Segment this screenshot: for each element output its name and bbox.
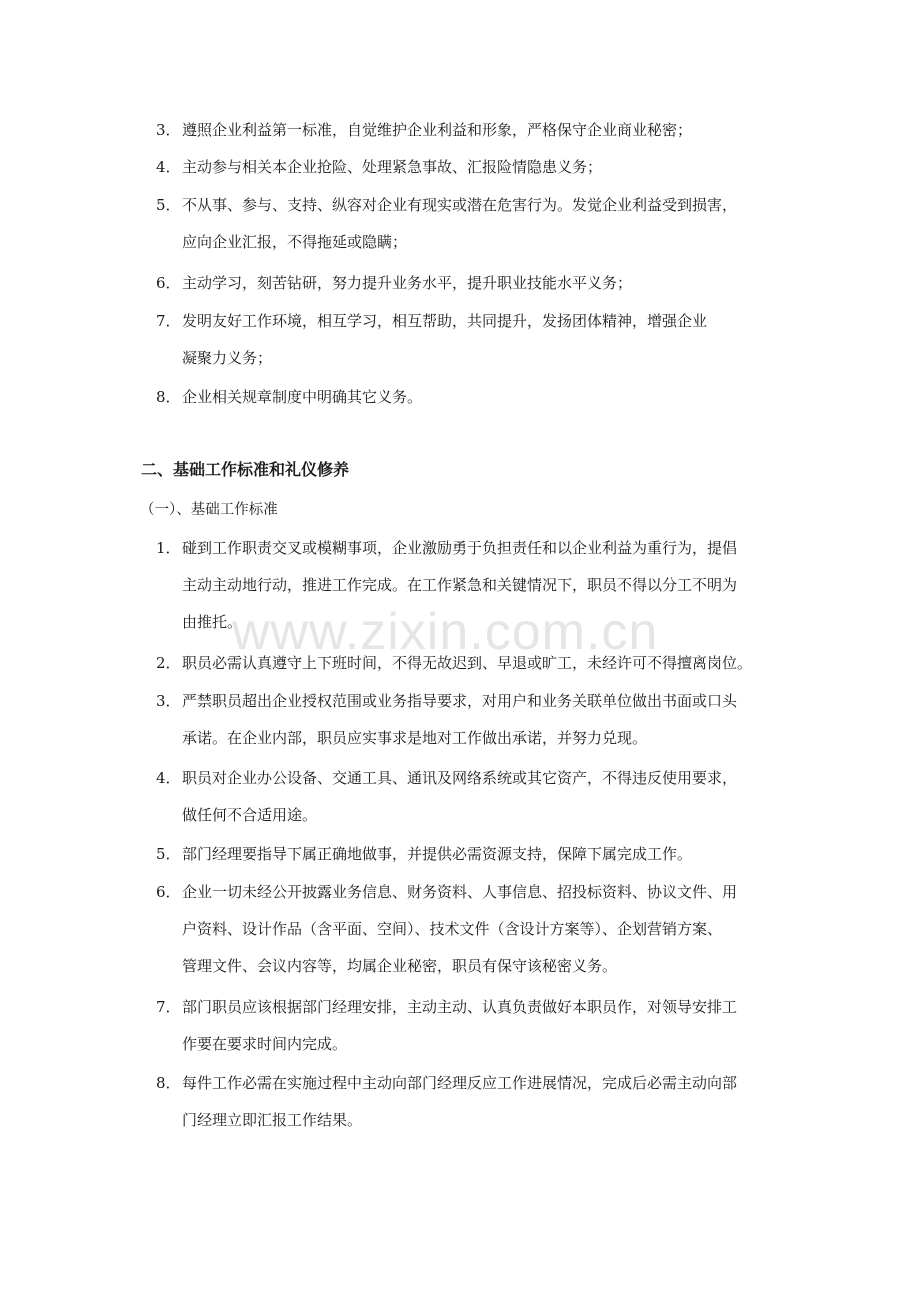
item-text-cont: 凝聚力义务； <box>182 349 273 367</box>
standard-item-6 <box>148 874 788 985</box>
item-text-cont: 做任何不合适用途。 <box>182 806 318 824</box>
item-text-cont: 作要在要求时间内完成。 <box>182 1035 348 1053</box>
item-text-cont: 户资料、设计作品（含平面、空间）、技术文件（含设计方案等）、企划营销方案、 <box>182 920 723 938</box>
item-number: 3． <box>156 121 181 139</box>
standard-item-1 <box>148 530 788 641</box>
standard-item-2 <box>148 645 788 682</box>
item-number: 5． <box>156 845 181 863</box>
item-number: 3． <box>156 692 181 710</box>
item-text: 主动学习，刻苦钻研，努力提升业务水平，提升职业技能水平义务； <box>182 274 633 292</box>
item-number: 8． <box>156 1074 181 1092</box>
duty-item-4 <box>148 149 788 186</box>
standard-item-3 <box>148 683 788 757</box>
standard-item-4 <box>148 760 788 834</box>
duty-item-8 <box>148 379 788 416</box>
standard-item-8 <box>148 1065 788 1139</box>
item-text: 遵照企业利益第一标准，自觉维护企业利益和形象，严格保守企业商业秘密； <box>182 121 693 139</box>
item-number: 7． <box>156 312 181 330</box>
item-text: 发明友好工作环境，相互学习，相互帮助，共同提升，发扬团体精神，增强企业 <box>182 312 708 330</box>
item-text: 部门职员应该根据部门经理安排，主动主动、认真负责做好本职员作，对领导安排工 <box>182 998 738 1016</box>
item-number: 1． <box>156 539 181 557</box>
item-text: 职员必需认真遵守上下班时间，不得无故迟到、早退或旷工，未经许可不得擅离岗位。 <box>182 654 753 672</box>
item-text-cont: 门经理立即汇报工作结果。 <box>182 1111 363 1129</box>
item-text-cont: 应向企业汇报，不得拖延或隐瞒； <box>182 233 408 251</box>
item-text-cont: 承诺。在企业内部，职员应实事求是地对工作做出承诺，并努力兑现。 <box>182 729 648 747</box>
item-text: 职员对企业办公设备、交通工具、通讯及网络系统或其它资产，不得违反使用要求， <box>182 769 738 787</box>
duty-item-7 <box>148 303 788 377</box>
item-text: 主动参与相关本企业抢险、处理紧急事故、汇报险情隐患义务； <box>182 158 603 176</box>
item-number: 5． <box>156 196 181 214</box>
sub-title: （一）、基础工作标准 <box>140 502 278 518</box>
standard-item-7 <box>148 989 788 1063</box>
standard-item-5 <box>148 836 788 873</box>
duty-item-3 <box>148 112 788 149</box>
watermark: www.zixin.com.cn <box>232 603 659 661</box>
item-text-cont: 主动主动地行动，推进工作完成。在工作紧急和关键情况下，职员不得以分工不明为 <box>182 576 738 594</box>
item-text: 企业相关规章制度中明确其它义务。 <box>182 388 423 406</box>
item-text: 部门经理要指导下属正确地做事，并提供必需资源支持，保障下属完成工作。 <box>182 845 693 863</box>
section-title: 二、基础工作标准和礼仪修养 <box>141 460 350 479</box>
item-number: 8． <box>156 388 181 406</box>
item-text: 企业一切未经公开披露业务信息、财务资料、人事信息、招投标资料、协议文件、用 <box>182 883 738 901</box>
duty-item-5 <box>148 187 788 261</box>
item-text: 不从事、参与、支持、纵容对企业有现实或潜在危害行为。发觉企业利益受到损害， <box>182 196 738 214</box>
item-text: 严禁职员超出企业授权范围或业务指导要求，对用户和业务关联单位做出书面或口头 <box>182 692 738 710</box>
item-text-cont: 由推托。 <box>182 613 243 631</box>
item-number: 4． <box>156 158 181 176</box>
item-number: 2． <box>156 654 181 672</box>
item-text: 碰到工作职责交叉或模糊事项，企业激励勇于负担责任和以企业利益为重行为，提倡 <box>182 539 738 557</box>
item-text-cont: 管理文件、会议内容等，均属企业秘密，职员有保守该秘密义务。 <box>182 957 618 975</box>
item-text: 每件工作必需在实施过程中主动向部门经理反应工作进展情况，完成后必需主动向部 <box>182 1074 738 1092</box>
item-number: 4． <box>156 769 181 787</box>
item-number: 7． <box>156 998 181 1016</box>
item-number: 6． <box>156 274 181 292</box>
duty-item-6 <box>148 265 788 302</box>
item-number: 6． <box>156 883 181 901</box>
